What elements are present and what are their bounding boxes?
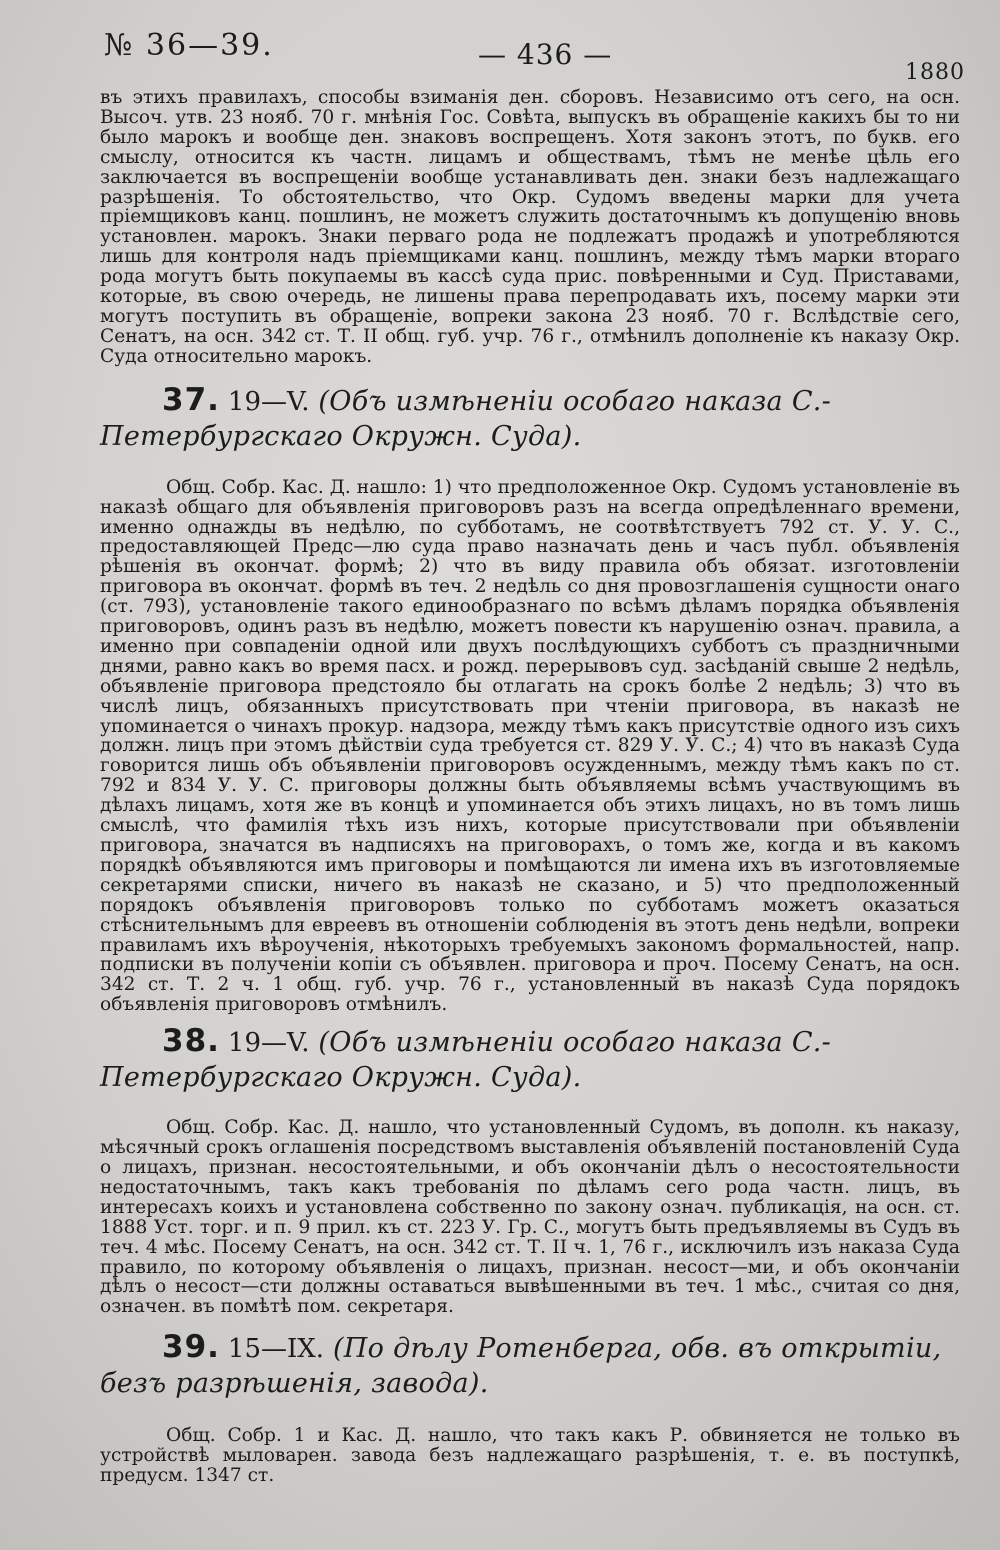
section-38-body: Общ. Собр. Кас. Д. нашло, что установленный Судомъ, въ дополн. къ наказу, мѣсячный срокъ оглашенія посредствомъ выставленія объявленій постановленій Суда о лицахъ, признан. несостоятельными, и объ окончаніи дѣлъ о несостоятельности недостаточнымъ, такъ какъ требованія по дѣламъ сего рода частн. лицъ, въ интересахъ коихъ и установлена собственно по закону означ. публикація, на осн. ст. 1888 Уст. торг. и п. 9 прил. къ ст. 223 У. Гр. С., могутъ быть предъявляемы въ Судъ въ теч. 4 мѣс. Посему Сенатъ, на осн. 342 ст. Т. II ч. 1, 76 г., исключилъ изъ наказа Суда правило, по которому объявленія о лицахъ, признан. несост—ми, и объ окончаніи дѣлъ о несост—сти должны оставаться вывѣшенными въ теч. 1 мѣс., считая со дня, означен. въ помѣтѣ пом. секретаря. xyxy=(100,1117,960,1318)
section-39 xyxy=(100,1331,960,1486)
section-39-body: Общ. Собр. 1 и Кас. Д. нашло, что такъ какъ Р. обвиняется не только въ устройствѣ мыловарен. завода безъ надлежащаго разрѣшенія, т. е. въ поступкѣ, предусм. 1347 ст. xyxy=(100,1425,960,1487)
section-38-date: 19—V. xyxy=(227,1028,310,1059)
section-39-heading xyxy=(100,1331,960,1400)
section-37-number: 37. xyxy=(162,381,220,418)
year-label: 1880 xyxy=(905,60,965,85)
section-37 xyxy=(100,381,960,1016)
section-39-date: 15—IX. xyxy=(227,1334,325,1365)
intro-paragraph: въ этихъ правилахъ, способы взиманія ден. сборовъ. Независимо отъ сего, на осн. Высоч. утв. 23 нояб. 70 г. мнѣнія Гос. Совѣта, выпускъ въ обращеніе какихъ бы то ни было марокъ и вообще ден. знаковъ воспрещенъ. Хотя законъ этотъ, по букв. его смыслу, относится къ частн. лицамъ и обществамъ, тѣмъ не менѣе цѣль его заключается въ воспрещеніи вообще устанавливать ден. знаки безъ надлежащаго разрѣшенія. То обстоятельство, что Окр. Судомъ введены марки для учета пріемщиковъ канц. пошлинъ, не можетъ служить достаточнымъ къ допущенію вновь установлен. марокъ. Знаки перваго рода не подлежатъ продажѣ и употребляются лишь для контроля надъ пріемщиками канц. пошлинъ, между тѣмъ марки втораго рода могутъ быть покупаемы въ кассѣ суда прис. повѣренными и Суд. Приставами, которые, въ свою очередь, не лишены права перепродавать ихъ, посему марки эти могутъ поступить въ обращеніе, вопреки закона 23 нояб. 70 г. Вслѣдствіе сего, Сенатъ, на осн. 342 ст. Т. II общ. губ. учр. 76 г., отмѣнилъ дополненіе къ наказу Окр. Суда относительно марокъ. xyxy=(100,87,960,367)
page-header xyxy=(0,0,1000,95)
section-39-title: (По дѣлу Ротенберга, обв. въ открытіи, безъ разрѣшенія, завода). xyxy=(100,1333,942,1400)
section-37-date: 19—V. xyxy=(227,386,310,417)
section-38-number: 38. xyxy=(162,1023,220,1060)
section-38-heading xyxy=(100,1025,960,1094)
entry-range: № 36—39. xyxy=(104,28,274,63)
section-37-heading xyxy=(100,381,960,453)
section-38 xyxy=(100,1025,960,1317)
section-37-body: Общ. Собр. Кас. Д. нашло: 1) что предположенное Окр. Судомъ установленіе въ наказѣ общаго для объявленія приговоровъ разъ на всегда опредѣленнаго времени, именно однажды въ недѣлю, по субботамъ, не соотвѣтствуетъ 792 ст. У. У. С., предоставляющей Предс—лю суда право назначать день и часъ публ. объявленія рѣшенія въ окончат. формѣ; 2) что въ виду правила объ обязат. изготовленіи приговора въ окончат. формѣ въ теч. 2 недѣль со дня провозглашенія сущности онаго (ст. 793), установленіе такого единообразнаго по всѣмъ дѣламъ порядка объявленія приговоровъ, одинъ разъ въ недѣлю, можетъ повести къ нарушенію означ. правила, а именно при совпаденіи одной или двухъ послѣдующихъ субботъ съ праздничными днями, равно какъ во время пасх. и рожд. перерывовъ суд. засѣданій свыше 2 недѣль, объявленіе приговора предстояло бы отлагать на срокъ болѣе 2 недѣль; 3) что въ числѣ лицъ, обязанныхъ присутствовать при чтеніи приговора, въ наказѣ не упоминается о чинахъ прокур. надзора, между тѣмъ какъ присутствіе одного изъ сихъ должн. лицъ при этомъ дѣйствіи суда требуется ст. 829 У. У. С.; 4) что въ наказѣ Суда говорится лишь объ объявленіи приговоровъ осужденнымъ, между тѣмъ какъ по ст. 792 и 834 У. У. С. приговоры должны быть объявляемы всѣмъ участвующимъ въ дѣлахъ лицамъ, хотя же въ концѣ и упоминается объ этихъ лицахъ, но въ томъ лишь смыслѣ, что фамилія тѣхъ изъ нихъ, которые присутствовали при объявленіи приговора, значатся въ надписяхъ на приговорахъ, о томъ же, когда и въ какомъ порядкѣ объявляются имъ приговоры и помѣщаются ли имена ихъ въ изготовляемые секретарями списки, ничего въ наказѣ не сказано, и 5) что предположенный порядокъ объявленія приговоровъ только по субботамъ можетъ оказаться стѣснительнымъ для евреевъ въ отношеніи соблюденія въ этотъ день недѣли, вопреки правиламъ ихъ вѣроученія, нѣкоторыхъ требуемыхъ закономъ формальностей, напр. подписки въ полученіи копіи съ объявлен. приговора и проч. Посему Сенатъ, на осн. 342 ст. Т. 2 ч. 1 общ. губ. учр. 76 г., установленный въ наказѣ Суда порядокъ объявленія приговоровъ отмѣнилъ. xyxy=(100,476,960,1016)
section-38-title: (Объ измѣненіи особаго наказа С.-Петербургскаго Окружн. Суда). xyxy=(100,1027,832,1094)
page-content xyxy=(100,88,960,1486)
section-39-number: 39. xyxy=(162,1329,220,1366)
section-37-title: (Объ измѣненіи особаго наказа С.-Петербургскаго Окружн. Суда). xyxy=(100,385,832,452)
page-number: — 436 — xyxy=(478,38,613,71)
